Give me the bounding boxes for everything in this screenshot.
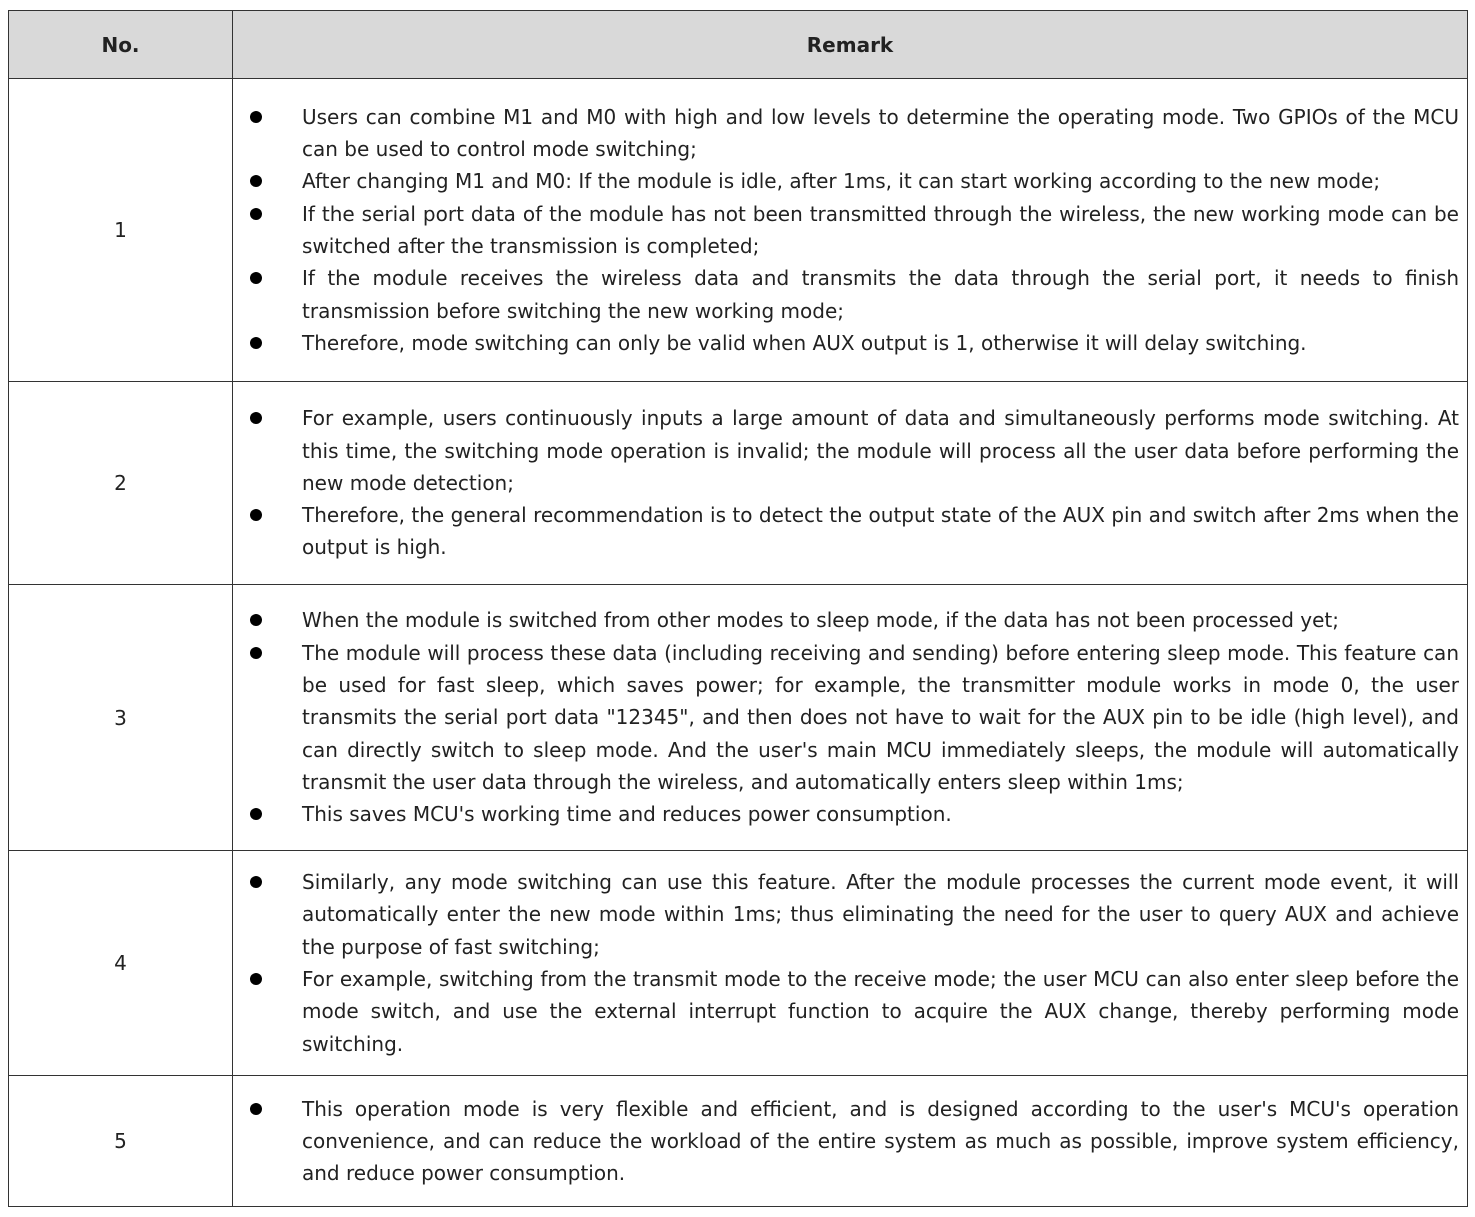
- remark-cell: [233, 1076, 1468, 1207]
- bullet-item: [233, 262, 1459, 327]
- bullet-text: If the module receives the wireless data and transmits the data through the serial port, it needs to finish transmission before switching the new working mode;: [302, 266, 1459, 323]
- table-row: [9, 382, 1468, 585]
- bullet-item: [233, 402, 1459, 499]
- bullet-item: [233, 165, 1459, 197]
- row-number: 2: [9, 382, 233, 585]
- bullet-icon: [250, 808, 262, 820]
- bullet-item: [233, 198, 1459, 263]
- bullet-list: [233, 866, 1459, 1060]
- bullet-text: Therefore, the general recommendation is to detect the output state of the AUX pin and switch after 2ms when the output is high.: [302, 503, 1459, 560]
- bullet-list: [233, 1093, 1459, 1190]
- bullet-item: [233, 1093, 1459, 1190]
- bullet-item: [233, 604, 1459, 636]
- bullet-icon: [250, 412, 262, 424]
- table-row: [9, 1076, 1468, 1207]
- header-no: No.: [9, 11, 233, 79]
- bullet-item: [233, 101, 1459, 166]
- row-number: 3: [9, 585, 233, 851]
- bullet-text: The module will process these data (including receiving and sending) before entering sleep mode. This feature can be used for fast sleep, which saves power; for example, the transmitter module works in mode 0, the user transmits the serial port data "12345", and then does not have to wait for the AUX pin to be idle (high level), and can directly switch to sleep mode. And the user's main MCU immediately sleeps, the module will automatically transmit the user data through the wireless, and automatically enters sleep within 1ms;: [302, 640, 1459, 794]
- bullet-text: If the serial port data of the module has not been transmitted through the wireless, the new working mode can be switched after the transmission is completed;: [302, 201, 1459, 258]
- bullet-text: This operation mode is very flexible and efficient, and is designed according to the user's MCU's operation convenience, and can reduce the workload of the entire system as much as possible, improve system efficiency, and reduce power consumption.: [302, 1096, 1459, 1186]
- row-number: 1: [9, 79, 233, 382]
- bullet-text: After changing M1 and M0: If the module is idle, after 1ms, it can start working according to the new mode;: [302, 169, 1381, 194]
- bullet-text: For example, users continuously inputs a large amount of data and simultaneously performs mode switching. At this time, the switching mode operation is invalid; the module will process all the user data before performing the new mode detection;: [302, 406, 1459, 495]
- bullet-item: [233, 798, 1459, 830]
- table-row: [9, 79, 1468, 382]
- remark-table: [8, 10, 1468, 1207]
- bullet-item: [233, 866, 1459, 963]
- remark-cell: [233, 382, 1468, 585]
- bullet-icon: [250, 208, 262, 220]
- header-remark: Remark: [233, 11, 1468, 79]
- bullet-list: [233, 101, 1459, 359]
- header-row: [9, 11, 1468, 79]
- remark-cell: [233, 585, 1468, 851]
- bullet-text: For example, switching from the transmit mode to the receive mode; the user MCU can also enter sleep before the mode switch, and use the external interrupt function to acquire the AUX change, thereby performing mode switching.: [302, 967, 1459, 1056]
- bullet-icon: [250, 973, 262, 985]
- bullet-icon: [250, 337, 262, 349]
- bullet-icon: [250, 614, 262, 626]
- row-number: 5: [9, 1076, 233, 1207]
- bullet-icon: [250, 509, 262, 521]
- bullet-list: [233, 604, 1459, 830]
- bullet-text: Therefore, mode switching can only be valid when AUX output is 1, otherwise it will delay switching.: [302, 330, 1307, 355]
- bullet-list: [233, 402, 1459, 563]
- remark-cell: [233, 851, 1468, 1076]
- bullet-icon: [250, 175, 262, 187]
- bullet-item: [233, 499, 1459, 564]
- bullet-item: [233, 963, 1459, 1060]
- row-number: 4: [9, 851, 233, 1076]
- remark-cell: [233, 79, 1468, 382]
- bullet-text: This saves MCU's working time and reduces power consumption.: [302, 802, 952, 827]
- bullet-text: When the module is switched from other modes to sleep mode, if the data has not been processed yet;: [302, 608, 1339, 633]
- bullet-icon: [250, 272, 262, 284]
- table-row: [9, 851, 1468, 1076]
- bullet-icon: [250, 876, 262, 888]
- bullet-icon: [250, 1103, 262, 1115]
- table-row: [9, 585, 1468, 851]
- bullet-item: [233, 327, 1459, 359]
- bullet-text: Similarly, any mode switching can use this feature. After the module processes the current mode event, it will automatically enter the new mode within 1ms; thus eliminating the need for the user to query AUX and achieve the purpose of fast switching;: [302, 870, 1459, 959]
- bullet-icon: [250, 111, 262, 123]
- bullet-item: [233, 637, 1459, 798]
- bullet-text: Users can combine M1 and M0 with high and low levels to determine the operating mode. Two GPIOs of the MCU can be used to control mode switching;: [302, 104, 1459, 162]
- bullet-icon: [250, 647, 262, 659]
